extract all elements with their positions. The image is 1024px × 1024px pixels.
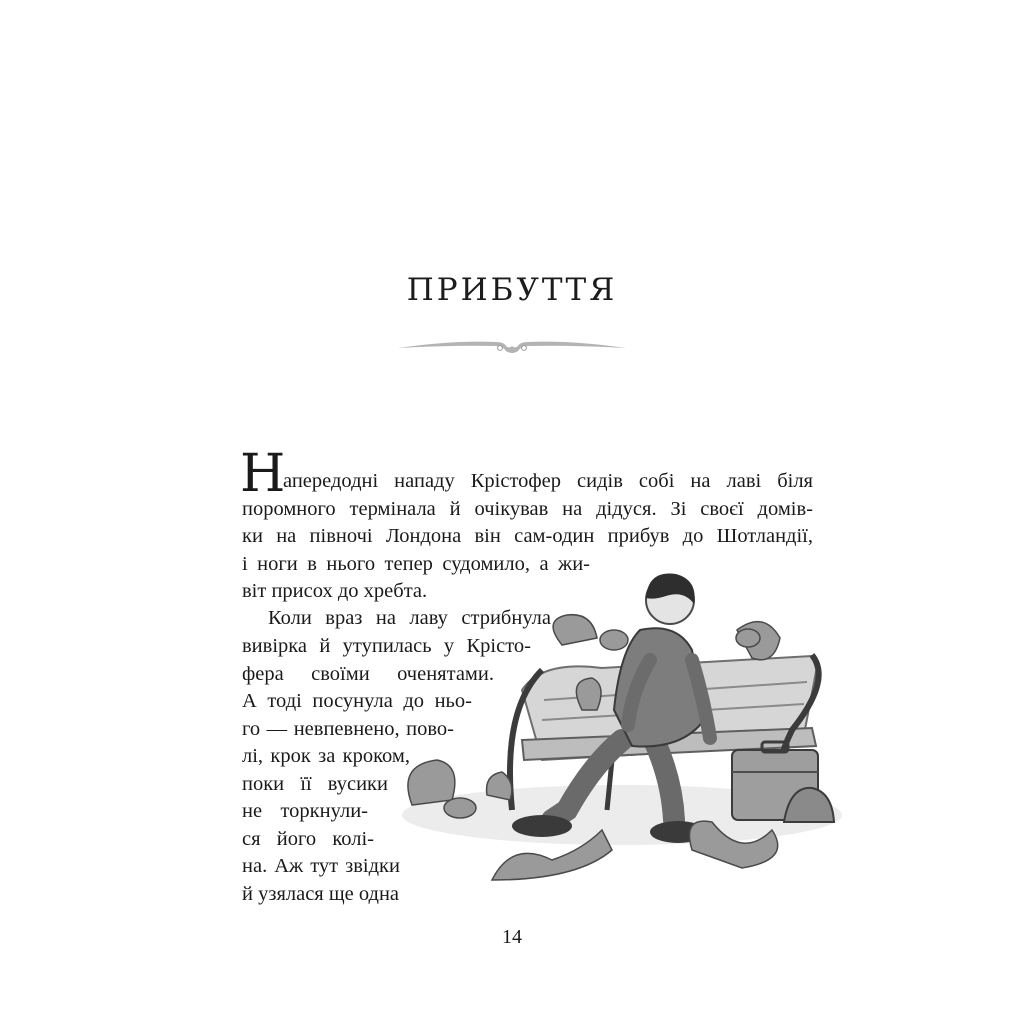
text-line: поромного термінала й очікував на дідуся. Зі своєї домів-: [242, 498, 813, 520]
text-line: віт присох до хребта.: [242, 580, 428, 602]
chapter-title: ПРИБУТТЯ: [406, 272, 618, 308]
text-line: го — невпевнено, пово-: [242, 718, 454, 740]
page-number: 14: [502, 926, 522, 948]
text-line: ся його колі-: [242, 828, 374, 850]
text-line: вивірка й утупилась у Крісто-: [242, 635, 531, 657]
title-ornament: [396, 334, 628, 358]
text-line: не торкнули-: [242, 800, 368, 822]
boy-on-bench-illustration: [392, 560, 848, 900]
text-line: на. Аж тут звідки: [242, 855, 400, 877]
text-line: фера своїми оченятами.: [242, 663, 494, 685]
drop-cap: Н: [240, 444, 286, 504]
text-line: А тоді посунула до ньо-: [242, 690, 472, 712]
text-line: й узялася ще одна: [242, 883, 400, 905]
text-line: Коли враз на лаву стрибнула: [268, 607, 551, 629]
text-line: апередодні нападу Крістофер сидів собі на лаві біля: [283, 470, 813, 492]
text-line: ки на півночі Лондона він сам-один прибув до Шотландії,: [242, 525, 813, 547]
text-line: поки її вусики: [242, 773, 388, 795]
text-line: і ноги в нього тепер судомило, а жи-: [242, 553, 590, 575]
text-line: лі, крок за кроком,: [242, 745, 410, 767]
